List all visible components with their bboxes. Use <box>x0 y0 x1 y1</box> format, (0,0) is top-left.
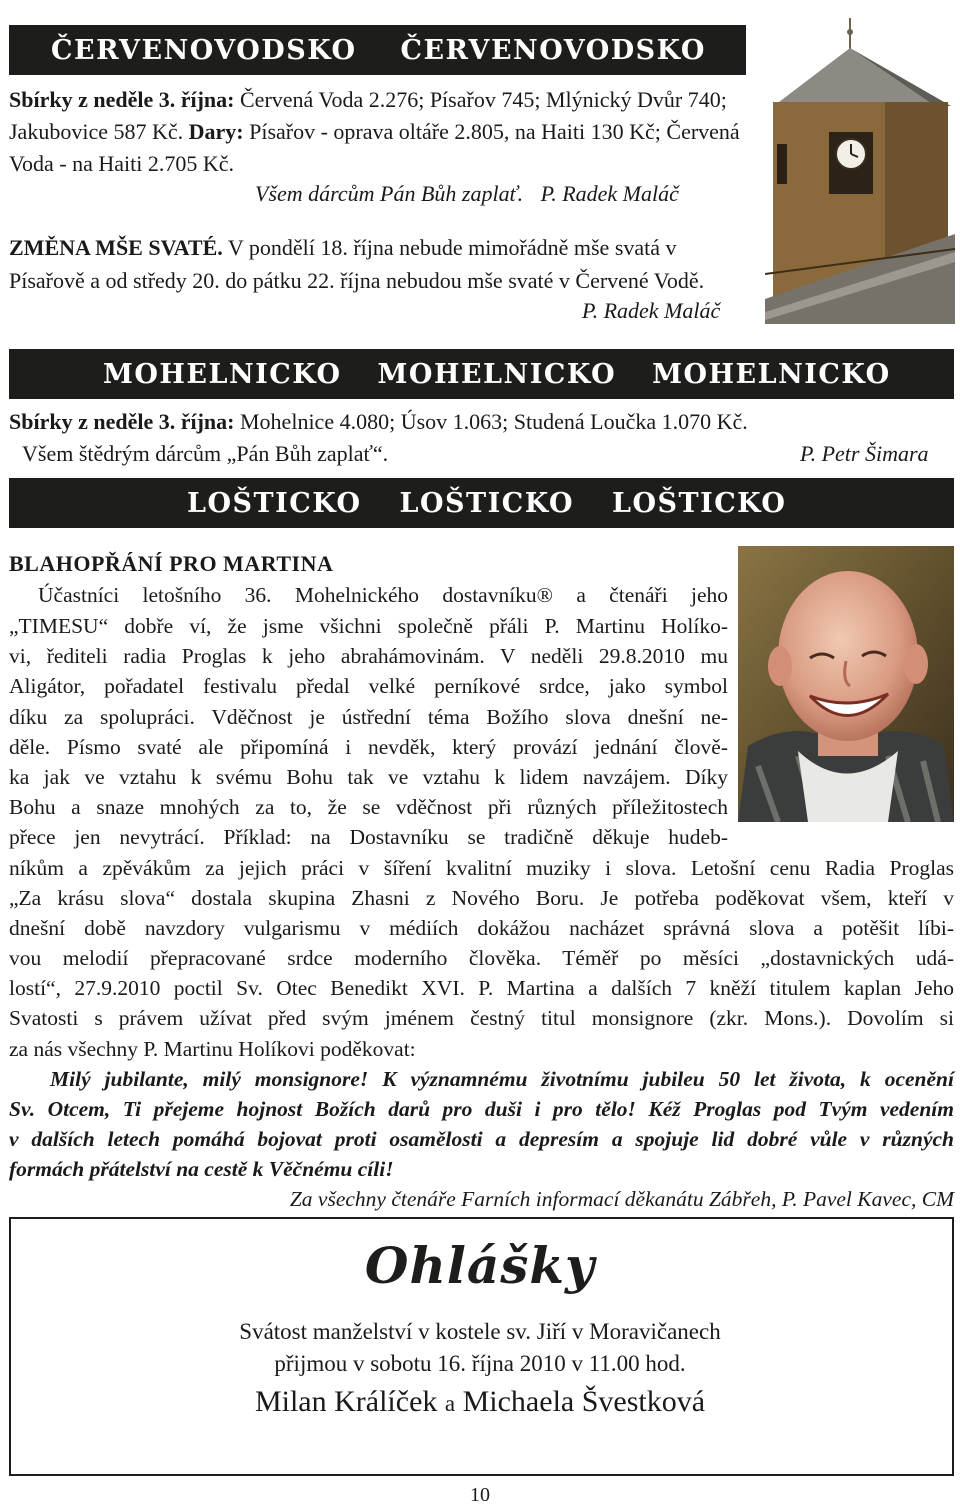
body-line: za nás všechny P. Martinu Holíkovi poděkovat: <box>9 1037 416 1061</box>
smiling-priest-portrait-photo <box>738 546 954 822</box>
body-line: níkům a zpěvákům za jejich práci v šíření kvalitní muziky i slova. Letošní cenu Radia Proglas <box>9 856 954 880</box>
wish-line: Sv. Otcem, Ti přejeme hojnost Božích darů pro duši i pro tělo! Kéž Proglas pod Tvým vedením <box>9 1097 954 1121</box>
mass-change-label: ZMĚNA MŠE SVATÉ. <box>9 235 223 260</box>
gifts-label: Dary: <box>188 119 244 144</box>
wish-line: v dalších letech pomáhá bojovat proti osamělosti a depresím a spojuje lid dobré vůle v různých <box>9 1127 954 1151</box>
collections-label: Sbírky z neděle 3. října: <box>9 87 235 112</box>
church-tower-photo <box>765 14 955 324</box>
lostico-banner <box>9 478 954 528</box>
body-line: vou melodií přepracované srdce moderního člověka. Téměř po měsíci „dostavnických udá- <box>9 946 954 970</box>
body-line: díku za spolupráci. Vděčnost je ústřední téma Božího slova dnešní ne- <box>9 705 728 729</box>
cervenovodsko-banner <box>9 25 746 75</box>
banner-label: LOŠTICKO <box>187 487 362 519</box>
body-line: Účastníci letošního 36. Mohelnického dostavníku® a čtenáři jeho <box>38 583 728 607</box>
and-word: a <box>444 1391 456 1416</box>
banner-label: LOŠTICKO <box>611 487 787 519</box>
wish-line: Milý jubilante, milý monsignore! K významnému životnímu jubileu 50 let života, k ocenění <box>50 1067 954 1091</box>
wish-line: formách přátelství na cestě k Věčnému cíli! <box>9 1157 394 1181</box>
cervenovodsko-thanks: Všem dárcům Pán Bůh zaplať. P. Radek Maláč <box>255 181 679 206</box>
body-line: Bohu a snaze mnohých za to, že se vděčnost při různých příležitostech <box>9 795 728 819</box>
banner-label: MOHELNICKO <box>103 358 342 390</box>
announcements-title: Ohlášky <box>364 1236 596 1295</box>
mohelnicko-thanks: Všem štědrým dárcům „Pán Bůh zaplať“. <box>22 441 389 466</box>
groom-name: Milan Králíček <box>254 1385 438 1418</box>
collections-text: Červená Voda 2.276; Písařov 745; Mlýnický Dvůr 740; Jakubovice 587 Kč. <box>9 87 727 144</box>
banner-label: ČERVENOVODSKO <box>400 34 706 66</box>
body-line: Svatosti s právem užívat před svým jménem čestný titul monsignore (zkr. Mons.). Dovolím si <box>9 1006 954 1030</box>
congratulation-heading: BLAHOPŘÁNÍ PRO MARTINA <box>9 551 334 576</box>
mohelnicko-signature: P. Petr Šimara <box>800 441 929 466</box>
body-line: děle. Písmo svaté ale připomíná i nevděk, který provází jednání člově- <box>9 735 728 759</box>
banner-label: MOHELNICKO <box>377 358 617 390</box>
announcement-line: přijmou v sobotu 16. října 2010 v 11.00 hod. <box>274 1351 686 1376</box>
gifts-text: Písařov - oprava oltáře 2.805, na Haiti 130 Kč; Červená Voda - na Haiti 2.705 Kč. <box>9 119 740 176</box>
mass-change-signature: P. Radek Maláč <box>582 298 721 323</box>
cervenovodsko-collections <box>9 84 754 180</box>
wish-signature: Za všechny čtenáře Farních informací děkanátu Zábřeh, P. Pavel Kavec, CM <box>289 1187 954 1211</box>
page-number: 10 <box>470 1484 490 1506</box>
mass-change-text: V pondělí 18. října nebude mimořádně mše svatá v Písařově a od středy 20. do pátku 22. října nebudou mše svaté v Červené Vodě. <box>9 235 705 293</box>
body-line: vi, řediteli radia Proglas k jeho abrahámovinám. V neděli 29.8.2010 mu <box>9 644 728 668</box>
bride-name: Michaela Švestková <box>462 1385 706 1418</box>
banner-label: LOŠTICKO <box>399 487 574 519</box>
banner-label: ČERVENOVODSKO <box>51 34 357 66</box>
body-line: „TIMESU“ dobře ví, že jsme všichni společně přáli P. Martinu Holíko- <box>9 614 728 638</box>
body-line: lostí“, 27.9.2010 poctil Sv. Otec Benedikt XVI. P. Martina a dalších 7 kněží titulem kaplan Jeho <box>9 976 954 1000</box>
couple-names <box>0 1383 960 1423</box>
body-line: Aligátor, pořadatel festivalu předal velké perníkové srdce, jako symbol <box>9 674 728 698</box>
mohelnicko-collections: Sbírky z neděle 3. října: Mohelnice 4.080; Úsov 1.063; Studená Loučka 1.070 Kč. <box>9 409 748 434</box>
mass-change-notice <box>9 231 754 297</box>
body-line: přece jen nevytrácí. Příklad: na Dostavníku se tradičně děkuje hudeb- <box>9 825 728 849</box>
announcement-line: Svátost manželství v kostele sv. Jiří v Moravičanech <box>239 1319 721 1344</box>
mohelnicko-banner <box>9 349 954 399</box>
body-line: dnešní době navzdory vulgarismu v médiích dokážou nacházet správná slova a potěšit líbi- <box>9 916 954 940</box>
body-line: ka jak ve vztahu k svému Bohu tak ve vztahu k lidem navzájem. Díky <box>9 765 728 789</box>
body-line: „Za krásu slova“ dostala skupina Zhasni z Nového Boru. Je potřeba poděkovat všem, kteří v <box>9 886 954 910</box>
banner-label: MOHELNICKO <box>652 358 891 390</box>
